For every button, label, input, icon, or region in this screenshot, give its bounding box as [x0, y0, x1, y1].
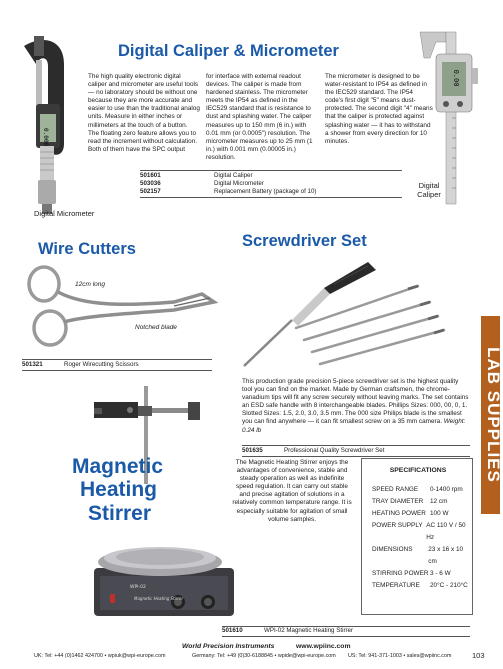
caliper-label-1: Digital	[418, 181, 440, 190]
stirrer-device-image	[90, 532, 240, 618]
footer	[0, 641, 500, 669]
part-desc: Roger Wirecutting Scissors	[64, 361, 139, 368]
stirrer-description: The Magnetic Heating Stirrer enjoys the advantages of convenience, stable and steady operation as well as indefinite speed regulation. It can carry out stable and precise agitation of solutions in a relatively common temperature range. It is especially suitable for agitation of small volume samples.	[232, 459, 352, 523]
spec-value: AC 110 V / 50 Hz	[426, 522, 466, 541]
caliper-text-col1: The high quality electronic digital caliper and micrometer are useful tools — no laboratory should be without one because they are more accurate and easier to use than the traditional analog units. Measure in either inches or millimeters at the touch of a button. The floating zero feature allows you to read the increment without calculation. Both of them have the SPC output	[88, 73, 200, 153]
wire-label-long: 12cm long	[75, 281, 105, 288]
spec-key: DIMENSIONS	[372, 546, 413, 553]
page-number: 103	[472, 651, 485, 660]
screwdriver-title: Screwdriver Set	[242, 232, 367, 250]
spec-value: 3 - 6 W	[430, 570, 451, 577]
screwdriver-part-rule-top	[242, 445, 470, 446]
footer-uk: UK: Tel: +44 (0)1462 424700 • wpiuk@wpi-europe.com	[34, 653, 166, 659]
spec-key: POWER SUPPLY	[372, 522, 423, 529]
spec-row	[372, 484, 472, 496]
caliper-parts-list	[140, 172, 402, 196]
spec-key: TEMPERATURE	[372, 582, 420, 589]
wire-part-rule-bottom	[22, 370, 212, 371]
wire-title: Wire Cutters	[38, 240, 136, 258]
spec-key: TRAY DIAMETER	[372, 498, 424, 505]
part-code: 501635	[242, 447, 263, 454]
caliper-label-2: Caliper	[417, 190, 441, 199]
micrometer-label: Digital Micrometer	[34, 209, 95, 218]
footer-de: Germany: Tel: +49 (0)30-6188845 • wpide@wpi-europe.com	[192, 653, 336, 659]
screwdriver-part-rule-bottom	[242, 456, 470, 457]
micrometer-image	[14, 34, 76, 216]
spec-value: 23 x 16 x 10 cm	[428, 546, 464, 565]
stirrer-title-3: Stirrer	[88, 502, 152, 525]
part-row	[140, 188, 402, 196]
footer-web: www.wpiinc.com	[296, 643, 351, 650]
part-code: 501610	[222, 627, 243, 634]
footer-company: World Precision Instruments	[182, 643, 275, 650]
wire-part-rule-top	[22, 359, 212, 360]
spec-row	[372, 520, 472, 544]
screwdriver-image	[234, 254, 454, 374]
stirrer-specs-box	[361, 458, 473, 615]
spec-key: STIRRING POWER	[372, 570, 429, 577]
lab-supplies-tab	[481, 316, 503, 514]
caliper-text-col2: for interface with external readout devices. The caliper is made from hardened stainless. The micrometer meets the IP54 as defined in the IEC529 standard that is resistance to dust and splashing water. The caliper measures up to 150 mm (6 in.) with 0.01 mm (or 0.0005") resolution. The micrometer measures up to 25 mm (1 in.) with 0.001 mm (0.00005 in.) resolution.	[206, 73, 313, 161]
spec-value: 20°C - 210°C	[430, 582, 468, 589]
spec-value: 0-1400 rpm	[430, 486, 463, 493]
spec-row	[372, 568, 472, 580]
screwdriver-text: This production grade precision 5-piece screwdriver set is the highest quality tool you can find on the market. Made by German craftsmen, the chrome-vanadium tips will fit any screw securely without leaving marks. The set contains an ESD safe handle with 8 interchangeable blades. Phillips Sizes: 000, 00, 0, 1. Slotted Sizes: 1.5, 2.0, 3.0, 3.5 mm. The 000 size Philips blade is the smallest you can find anywhere — it can fit smallest screw on a 35 mm camera.	[242, 378, 469, 426]
caliper-parts-rule-bottom	[140, 197, 402, 198]
part-code: 501321	[22, 361, 43, 368]
caliper-parts-rule-top	[140, 170, 402, 171]
part-row	[140, 172, 402, 180]
screwdriver-weight: Weight: 0.24 lb	[242, 418, 466, 434]
spec-row	[372, 508, 472, 520]
part-code: 502157	[140, 188, 161, 195]
screwdriver-description	[242, 378, 470, 435]
screwdriver-part-row	[242, 447, 470, 455]
caliper-display-text: 0.00	[452, 69, 460, 87]
spec-row	[372, 496, 472, 508]
part-code: 501601	[140, 172, 161, 179]
spec-key: SPEED RANGE	[372, 486, 419, 493]
footer-us: US: Tel: 941-371-1003 • sales@wpiinc.com	[348, 653, 452, 659]
part-desc: Digital Caliper	[214, 172, 253, 179]
stirrer-device-label: Magnetic Heating Stirrer	[134, 596, 184, 601]
part-desc: Replacement Battery (package of 10)	[214, 188, 317, 195]
part-code: 503036	[140, 180, 161, 187]
stirrer-part-rule-bottom	[222, 636, 470, 637]
stirrer-part-row	[222, 627, 470, 635]
part-desc: Professional Quality Screwdriver Set	[284, 447, 385, 454]
wire-cutters-image	[24, 262, 220, 354]
spec-key: HEATING POWER	[372, 510, 426, 517]
part-row	[140, 180, 402, 188]
micrometer-display-text: 0.000	[42, 128, 49, 147]
caliper-text-col3: The micrometer is designed to be water-resistant to IP54 as defined in the IEC529 standard. The IP54 code's first digit "5" means dust-protected. The second digit "4" means that the caliper is protected against splashing water — it has to withstand a shower from every direction for 10 minutes.	[325, 73, 433, 145]
stirrer-title-2: Heating	[80, 478, 158, 501]
specs-title: SPECIFICATIONS	[389, 467, 447, 474]
spec-row	[372, 544, 472, 568]
part-desc: Digital Micrometer	[214, 180, 264, 187]
stirrer-title-1: Magnetic	[72, 455, 164, 478]
spec-value: 12 cm	[430, 498, 448, 505]
spec-value: 100 W	[430, 510, 449, 517]
caliper-title: Digital Caliper & Micrometer	[118, 42, 339, 60]
spec-row	[372, 580, 472, 592]
stirrer-device-brand: WPI-02	[130, 585, 146, 590]
wire-part-row	[22, 361, 212, 369]
wire-label-blade: Notched blade	[135, 324, 177, 331]
part-desc: WPI-02 Magnetic Heating Stirrer	[264, 627, 354, 634]
lab-supplies-tab-text: LAB SUPPLIES	[484, 347, 503, 483]
